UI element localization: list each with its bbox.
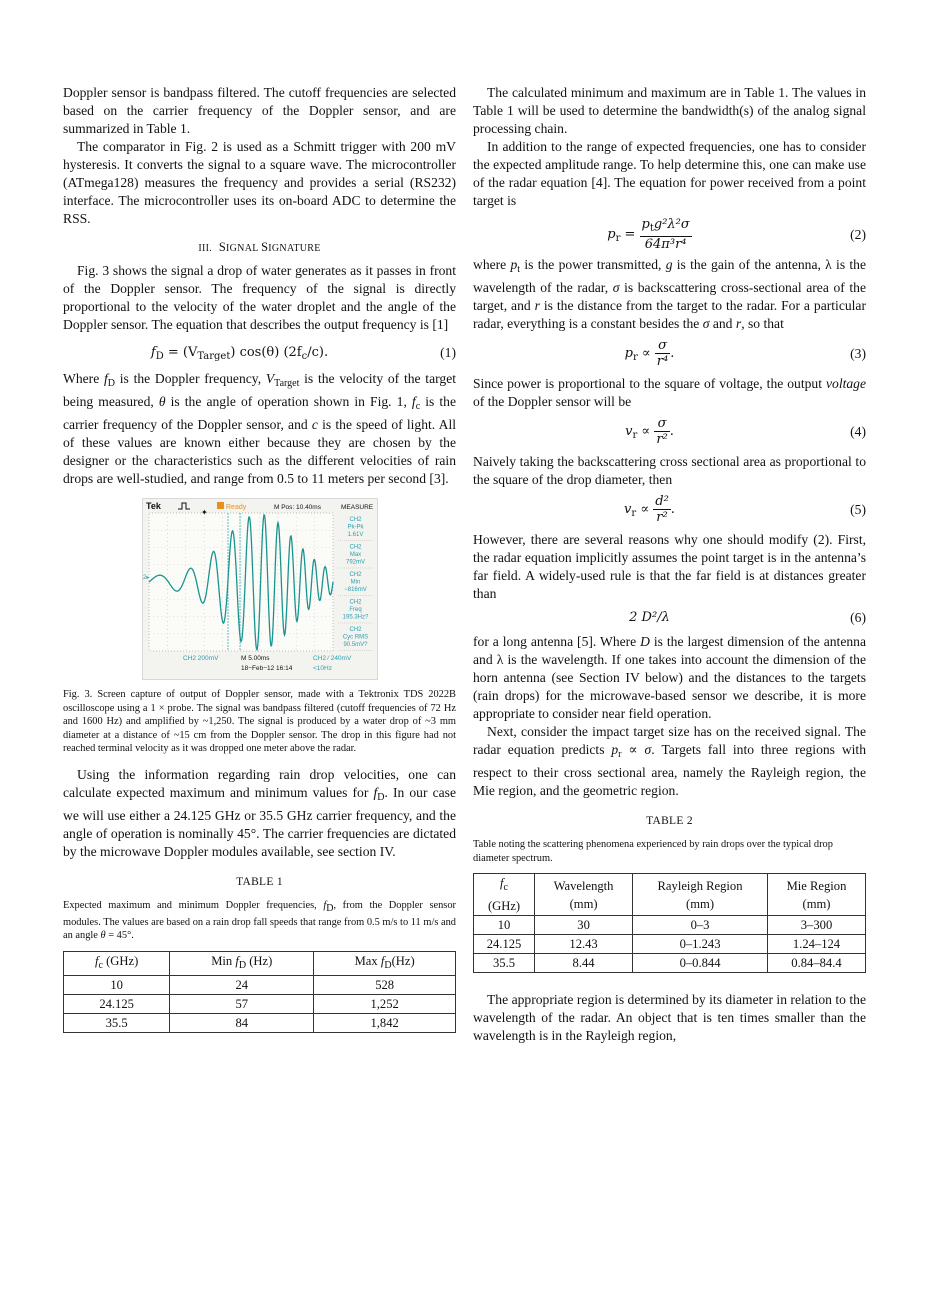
table-row [64,975,456,994]
eq-operator: ∝ [637,346,655,361]
subscript: Target [274,378,300,389]
symbol: p [510,257,518,272]
numerator: σ [654,416,669,432]
paragraph-region: The appropriate region is determined by its diameter in relation to the wavelength of the radar. An object that is ten times smaller than the wavelength is in the Rayleigh region, [473,992,866,1044]
text: is the carrier frequency of the Doppler sensor, and [63,394,456,432]
scope-brand: Tek [145,501,161,511]
text: is the gain of the antenna, λ is the wavelength of the radar, [473,257,866,295]
eq-text: . [670,502,675,517]
fraction [654,416,669,447]
measurement-value: 1.61V [347,532,363,539]
table-1 [63,951,456,1033]
table-header-row [474,874,866,916]
subscript: D [326,902,334,914]
text: is the largest dimension of the antenna and λ is the wavelength. If one takes into account the dimension of the horn antenna (see Section IV below) and the distances to the targets (rain drops) for the microwave-based sensor we describe, it is more appropriate to consider near field operation. [473,634,866,721]
table-header-cell [474,874,535,916]
table-row [474,916,866,935]
header-unit: (mm) [802,896,831,911]
symbol: r [735,316,742,331]
measurement-channel: CH2 [348,544,362,551]
symbol: V [265,371,275,386]
table-cell: 10 [474,916,535,935]
text: is the power transmitted, [520,257,666,272]
table-cell: 1,842 [314,1013,456,1032]
equation-1-body [63,340,416,370]
table-row [474,935,866,954]
symbol: θ [100,930,106,942]
section-heading-signal-signature [63,238,456,258]
table-cell: 35.5 [474,954,535,973]
symbol: σ [702,316,710,331]
ready-icon [217,502,224,509]
table-cell: 0.84–84.4 [767,954,865,973]
table-cell: 0–3 [633,916,768,935]
text: is the angle of operation shown in Fig. 1, [165,394,412,409]
paragraph-voltage [473,375,866,411]
text: is the Doppler frequency, [115,371,266,386]
eq-subscript: r [632,430,638,441]
text: , so that [741,316,784,331]
text: . Targets fall into three regions with respect to their cross sectional area, namely the Rayleigh region, the Mie region, and the geometric region. [473,742,866,798]
paragraph-variables [63,370,456,488]
numerator [640,217,692,237]
table-cell: 24 [170,975,314,994]
equation-5 [473,489,866,531]
symbol: f [373,784,378,800]
table-header-cell [767,874,865,916]
symbol: r [534,298,540,313]
text: of the Doppler sensor will be [473,394,632,409]
header-symbol: f [380,953,385,968]
eq-symbol: v [624,502,632,517]
eq-symbol: p [641,217,650,232]
equation-number: (5) [850,502,866,517]
header-subscript: D [384,959,392,971]
table-cell: 84 [170,1013,314,1032]
paragraph-table-use: The calculated minimum and maximum are in Table 1. The values in Table 1 will be used to determine the bandwidth(s) of the analog signal processing chain. [473,85,866,136]
symbol: σ [612,280,620,295]
symbol: p [611,742,619,757]
table-cell: 1,252 [314,994,456,1013]
table-cell: 35.5 [64,1013,170,1032]
paragraph-far-field: However, there are several reasons why one should modify (2). First, the radar equation implicitly assumes the point target is in the antenna’s far field. A widely-used rule is that the far field is at distances greater than [473,532,866,601]
fraction [653,494,671,525]
table-2 [473,873,866,973]
header-symbol: f [95,953,99,968]
text: Since power is proportional to the square of voltage, the output [473,376,826,391]
section-title-part: S [218,240,227,254]
table-header-cell [633,874,768,916]
scope-trigger-freq: <10Hz [312,665,332,672]
eq-operator: ∝ [636,502,654,517]
text: for a long antenna [5]. Where [473,634,641,649]
symbol: f [323,899,327,911]
table-row [64,1013,456,1032]
table-1-title: TABLE 1 [236,875,283,888]
denominator: r² [656,510,668,525]
channel-marker: 2▸ [142,575,149,581]
eq-subscript: r [631,508,637,519]
equation-2-body: $p_r$ = $\frac{p_tg^2\lambda^2\sigma}{\text{64π³r⁴}}$ [607,217,690,252]
equation-1 [63,340,456,366]
eq-subscript: r [615,233,621,244]
table-cell: 24.125 [64,994,170,1013]
table-header-row [64,951,456,975]
header-label: Wavelength [553,878,614,893]
measurement-label: Pk-Pk [346,524,364,531]
equation-4-body [473,411,826,457]
table-cell: 0–0.844 [633,954,768,973]
subscript: D [107,378,115,389]
paragraph-comparator: The comparator in Fig. 2 is used as a Schmitt trigger with 200 mV hysteresis. It converts the signal to a square wave. The microcontroller (ATmega128) measures the frequency and provides a serial (RS232) interface. The microcontroller uses its on-board ADC to determine the RSS. [63,139,456,226]
equation-number: (3) [850,346,866,361]
paragraph-velocity-calc [63,766,456,861]
measurement-label: Max [349,552,361,559]
section-title-part: IGNAL [226,243,262,254]
table-cell: 3–300 [767,916,865,935]
header-subscript: c [503,882,508,894]
eq-operator: ∝ [637,424,655,439]
eq-text: g²λ²σ [653,217,690,232]
symbol: D [640,634,650,649]
measurement-value: −816mV [343,587,367,594]
table-2-title: TABLE 2 [646,815,693,827]
measurement-channel: CH2 [348,627,362,633]
header-prefix: Max [354,953,381,968]
text: where [473,257,511,272]
header-subscript: D [238,959,247,971]
equation-4 [473,411,866,453]
text: is the velocity of the target being measured, [63,371,457,409]
measurement-label: Min [350,579,360,586]
equation-6-body: 2 D²/λ [629,610,670,625]
eq-symbol: v [625,424,633,439]
paragraph-naive: Naively taking the backscattering cross sectional area as proportional to the square of the drop diameter, then [473,454,866,487]
measurement-channel: CH2 [348,517,362,523]
eq-subscript: t [649,223,654,234]
header-label: Rayleigh Region [657,878,743,893]
equation-number: (4) [850,424,866,439]
equation-number: (6) [850,610,866,625]
eq-subscript: c [301,351,308,362]
subscript: D [377,791,385,803]
paragraph-near-field [473,633,866,723]
eq-subscript: D [155,351,164,362]
fraction [640,217,692,252]
section-title-part: S [261,240,269,254]
text: and [709,316,736,331]
text: Expected maximum and minimum Doppler frequencies, [63,899,324,911]
right-column [473,84,866,1045]
measurement-label: Cyc RMS [342,634,368,641]
subscript: c [415,401,421,412]
text: Next, consider the impact target size has on the received signal. The radar equation predicts [473,724,866,757]
table-header-cell [64,951,170,975]
text: is the distance from the target to the radar. For a particular radar, everything is a constant besides the [473,298,866,331]
text: Using the information regarding rain drop velocities, one can calculate expected maximum and minimum values for [63,766,456,800]
denominator: 64π³r⁴ [644,237,687,252]
header-unit: (GHz) [487,899,521,914]
numerator: σ [655,338,670,354]
eq-text: /c). [307,345,329,360]
table-cell: 10 [64,975,170,994]
symbol: f [411,394,416,409]
table-row [64,994,456,1013]
subscript: t [517,264,521,275]
equation-5-body [473,489,826,535]
figure-3-oscilloscope [142,498,378,680]
equation-3-body [473,333,826,379]
measurement-channel: CH2 [348,572,362,578]
eq-text: = (V [163,345,198,360]
table-header-cell [314,951,456,975]
emphasis: voltage [825,376,866,391]
table-1-caption [63,899,456,943]
figure-3-caption: Fig. 3. Screen capture of output of Doppler sensor, made with a Tektronix TDS 2022B oscilloscope using a 1 × probe. The signal was bandpass filtered (cutoff frequencies of 72 Hz and 1600 Hz) and amplified by ~1,250. The signal is produced by a water drop of ~3 mm diameter at a distance of ~15 cm from the Doppler sensor. The drop in this figure had not reached terminal velocity as it was dropped one meter above the radar. [63,689,456,755]
text: = 45°. [105,930,134,942]
denominator: r² [656,432,668,447]
table-cell: 8.44 [535,954,633,973]
eq-text: . [669,424,674,439]
scope-trigger-level: CH2 ⁄ 240mV [312,655,351,662]
scope-channel-scale: CH2 200mV [182,655,218,662]
eq-symbol: p [607,227,616,242]
eq-text: ) cos(θ) (2f [230,345,302,360]
text: is backscattering cross-sectional area of the target, and [473,280,866,313]
text: Where [63,371,104,386]
header-unit: (Hz) [391,953,415,968]
fraction [655,338,670,369]
text: is the speed of light. All of these values are known either because they are chosen by the designer or the characteristics such as the different velocities of rain drops are well-studied, and range from 0.5 to 11 meters per second [3]. [63,417,456,486]
header-label: Mie Region [786,878,847,893]
header-prefix: Min [211,953,236,968]
symbol: g [665,257,673,272]
scope-date: 18−Feb−12 16:14 [240,665,292,672]
symbol: σ [644,742,652,757]
symbol: θ [158,394,166,409]
table-cell: 30 [535,916,633,935]
measurement-label: Freq [348,607,362,614]
table-cell: 0–1.243 [633,935,768,954]
measurement-value: 195.3Hz? [342,614,368,621]
eq-text: . [670,346,675,361]
measurement-value: 792mV [345,559,365,566]
equation-2 [473,214,866,256]
table-cell: 57 [170,994,314,1013]
eq-symbol: p [624,346,633,361]
eq-symbol: f [150,345,156,360]
equation-6 [473,605,866,631]
table-2-caption: Table noting the scattering phenomena experienced by rain drops over the typical drop diameter spectrum. [473,839,833,864]
scope-status: Ready [225,504,246,511]
table-cell: 12.43 [535,935,633,954]
equation-3 [473,333,866,375]
table-cell: 528 [314,975,456,994]
symbol: f [103,371,108,386]
symbol: c [311,417,318,432]
denominator: r⁴ [656,354,669,369]
scope-timebase: M 5.00ms [240,655,270,662]
paragraph-radar-vars [473,256,866,333]
section-number: III. [198,243,213,254]
table-cell: 1.24–124 [767,935,865,954]
table-row [474,954,866,973]
table-header-cell [170,951,314,975]
equation-number: (2) [850,227,866,242]
header-subscript: c [98,959,103,971]
oscilloscope-screen [143,499,377,679]
text: . In our case we will use either a 24.125 GHz or 35.5 GHz carrier frequency, and the angle of operation is nominally 45°. The carrier frequencies are dictated by the microwave Doppler modules available, see section IV. [63,784,456,859]
table-header-cell [535,874,633,916]
subscript: r [618,749,622,760]
numerator: d² [655,494,669,509]
header-unit: (mm) [569,896,598,911]
header-symbol: f [235,953,239,968]
equation-number: (1) [440,345,456,360]
header-unit: (Hz) [246,953,273,968]
eq-subscript: Target [197,351,231,362]
scope-mpos: M Pos: 10.40ms [273,504,321,511]
trigger-position-marker: ✦ [200,508,208,517]
measurement-channel: CH2 [348,599,362,606]
section-title-part: IGNATURE [268,243,321,254]
paragraph-target-size [473,723,866,800]
measurement-value: 90.5mV? [342,642,368,649]
text: , from the Doppler sensor modules. The values are based on a rain drop fall speeds that range from 0.5 m/s to 11 m/s and an angle [63,899,456,942]
eq-subscript: r [632,352,638,363]
text: ∝ [621,742,645,757]
header-symbol: f [500,876,504,891]
paragraph-signal-intro: Fig. 3 shows the signal a drop of water generates as it passes in front of the Doppler sensor. The frequency of the signal is directly proportional to the velocity of the water droplet and the angle of the Doppler sensor. The equation that describes the output frequency is [1] [63,263,456,332]
header-unit: (GHz) [102,953,139,968]
header-unit: (mm) [686,896,715,911]
left-column [63,84,456,1033]
table-cell: 24.125 [474,935,535,954]
paragraph-amplitude: In addition to the range of expected frequencies, one has to consider the expected amplitude range. To help determine this, one can make use of the radar equation [4]. The equation for power received from a point target is [473,139,866,208]
paragraph-bandpass: Doppler sensor is bandpass filtered. The cutoff frequencies are selected based on the carrier frequency of the Doppler sensor, and are summarized in Table 1. [63,85,456,136]
measure-header: MEASURE [340,504,373,511]
